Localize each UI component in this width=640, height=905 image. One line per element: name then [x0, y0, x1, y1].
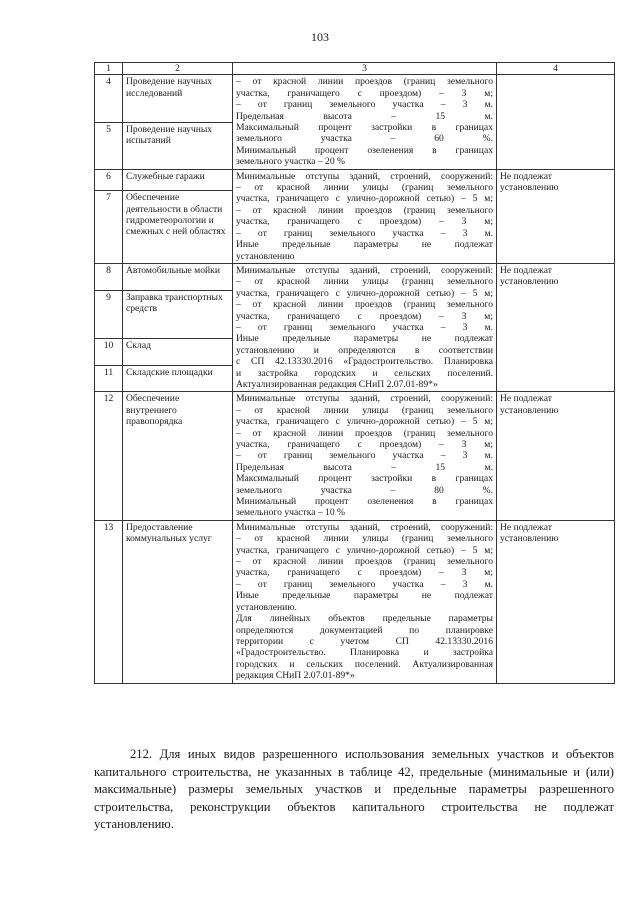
parameter-line: – от красной линии улицы (границ земельного [236, 276, 493, 288]
parameter-line: установлению. [236, 601, 297, 613]
row-number-cell: 5 [95, 122, 123, 169]
table-row [95, 520, 615, 683]
note-cell [497, 75, 615, 169]
parameter-line: с СП 42.13330.2016 «Градостроительство. Планировка [236, 356, 493, 368]
parameter-line: земельного участка – 80 %. [236, 484, 493, 496]
use-type-cell: Проведение научных испытаний [123, 122, 233, 169]
table-body [95, 75, 615, 683]
row-number-cell: 8 [95, 263, 123, 290]
parameter-line: участка, граничащего с проездом) – 3 м; [236, 567, 493, 579]
parameter-line: Актуализированная редакция СНиП 2.07.01-89*» [236, 378, 438, 390]
parameter-line: участка, граничащего с улично-дорожной сетью) – 5 м; [236, 193, 493, 205]
paragraph-212 [94, 746, 614, 834]
row-number-cell: 9 [95, 290, 123, 338]
parameter-line: «Градостроительство. Планировка и застройка [236, 647, 493, 659]
parameter-line: земельного участка – 10 % [236, 507, 346, 519]
parameter-line: Максимальный процент застройки в границах [236, 473, 493, 485]
column-header: 3 [233, 63, 497, 75]
parameter-line: Минимальные отступы зданий, строений, сооружений: [236, 170, 493, 182]
parameter-line: Минимальный процент озеленения в границах [236, 496, 493, 508]
parameter-line: – от границ земельного участка – 3 м. [236, 578, 493, 590]
table-row [95, 392, 615, 520]
parameter-line: Максимальный процент застройки в границах [236, 122, 493, 134]
parameter-line: территории с учетом СП 42.13330.2016 [236, 635, 493, 647]
parameters-cell [233, 263, 497, 391]
parameter-line: Минимальные отступы зданий, строений, сооружений: [236, 264, 493, 276]
parameter-line: – от границ земельного участка – 3 м. [236, 227, 493, 239]
parameter-line: – от границ земельного участка – 3 м. [236, 321, 493, 333]
row-number-cell: 4 [95, 75, 123, 122]
page-number: 103 [311, 30, 329, 44]
parameter-line: участка, граничащего с проездом) – 3 м; [236, 439, 493, 450]
use-type-cell: Обеспечение деятельности в области гидрометеорологии и смежных с ней областях [123, 191, 233, 264]
regulations-table [94, 62, 615, 684]
row-number-cell: 11 [95, 365, 123, 392]
parameter-line: – от красной линии улицы (границ земельного [236, 182, 493, 194]
parameter-line: – от красной линии проездов (границ земельного [236, 299, 493, 311]
parameter-line: Для линейных объектов предельные параметры [236, 613, 493, 625]
use-type-cell: Автомобильные мойки [123, 263, 233, 290]
parameter-line: редакция СНиП 2.07.01-89*» [236, 670, 355, 682]
parameter-line: – от красной линии проездов (границ земельного [236, 427, 493, 439]
row-number-cell: 10 [95, 338, 123, 365]
row-number-cell: 12 [95, 392, 123, 520]
use-type-cell: Складские площадки [123, 365, 233, 392]
parameter-line: городских и сельских поселений. Актуализированная [236, 658, 493, 670]
parameter-line: определяются документацией по планировке [236, 624, 493, 636]
parameter-line: – от красной линии проездов (границ земельного [236, 204, 493, 216]
parameter-line: установлению и определяются в соответствии [236, 344, 493, 356]
parameter-line: участка, граничащего с проездом) – 3 м; [236, 310, 493, 322]
parameter-line: Предельная высота – 15 м. [236, 461, 493, 473]
parameter-line: участка, граничащего с проездом) – 3 м; [236, 216, 493, 228]
parameter-line: – от границ земельного участка – 3 м. [236, 450, 493, 462]
parameter-line: – от границ земельного участка – 3 м. [236, 99, 493, 111]
parameters-cell [233, 520, 497, 683]
table-row [95, 169, 615, 191]
parameter-line: участка, граничащего с улично-дорожной сетью) – 5 м; [236, 416, 493, 428]
use-type-cell: Проведение научных исследований [123, 75, 233, 122]
use-type-cell: Обеспечение внутреннего правопорядка [123, 392, 233, 520]
parameter-line: – от красной линии улицы (границ земельного [236, 404, 493, 416]
parameter-line: – от красной линии проездов (границ земельного [236, 556, 493, 568]
note-cell: Не подлежат установлению [497, 169, 615, 263]
parameters-cell [233, 392, 497, 520]
parameter-line: Иные предельные параметры не подлежат [236, 333, 493, 345]
parameter-line: Минимальные отступы зданий, строений, сооружений: [236, 521, 493, 533]
use-type-cell: Предоставление коммунальных услуг [123, 520, 233, 683]
column-header: 2 [123, 63, 233, 75]
column-header: 1 [95, 63, 123, 75]
parameter-line: земельного участка – 60 %. [236, 133, 493, 145]
table-row [95, 75, 615, 122]
parameter-line: и застройка городских и сельских поселений. [236, 367, 493, 379]
note-cell: Не подлежат установлению [497, 263, 615, 391]
use-type-cell: Склад [123, 338, 233, 365]
parameter-line: Предельная высота – 15 м. [236, 110, 493, 122]
use-type-cell: Заправка транспортных средств [123, 290, 233, 338]
parameters-cell [233, 75, 497, 169]
row-number-cell: 7 [95, 191, 123, 264]
use-type-cell: Служебные гаражи [123, 169, 233, 191]
paragraph-text: 212. Для иных видов разрешенного использования земельных участков и объектов капитального строительства, не указанных в таблице 42, предельные (минимальные и (или) максимальные) размеры земельных участков и предельные параметры разрешенного строительства, реконструкции объектов капитального строительства не подлежат установлению. [94, 747, 614, 832]
parameter-line: установлению [236, 250, 295, 262]
table-row [95, 263, 615, 290]
column-header: 4 [497, 63, 615, 75]
row-number-cell: 6 [95, 169, 123, 191]
parameter-line: участка, граничащего с улично-дорожной сетью) – 5 м; [236, 544, 493, 556]
parameters-cell [233, 169, 497, 263]
parameter-line: – от красной линии улицы (границ земельного [236, 533, 493, 545]
parameter-line: Минимальные отступы зданий, строений, сооружений: [236, 393, 493, 405]
parameter-line: – от красной линии проездов (границ земельного [236, 76, 493, 88]
parameter-line: Минимальный процент озеленения в границах [236, 144, 493, 156]
parameter-line: Иные предельные параметры не подлежат [236, 239, 493, 251]
row-number-cell: 13 [95, 520, 123, 683]
parameter-line: участка, граничащего с улично-дорожной сетью) – 5 м; [236, 287, 493, 299]
note-cell: Не подлежат установлению [497, 392, 615, 520]
table-header-row [95, 63, 615, 75]
parameter-line: земельного участка – 20 % [236, 156, 346, 168]
parameter-line: участка, граничащего с проездом) – 3 м; [236, 87, 493, 99]
note-cell: Не подлежат установлению [497, 520, 615, 683]
parameter-line: Иные предельные параметры не подлежат [236, 590, 493, 602]
